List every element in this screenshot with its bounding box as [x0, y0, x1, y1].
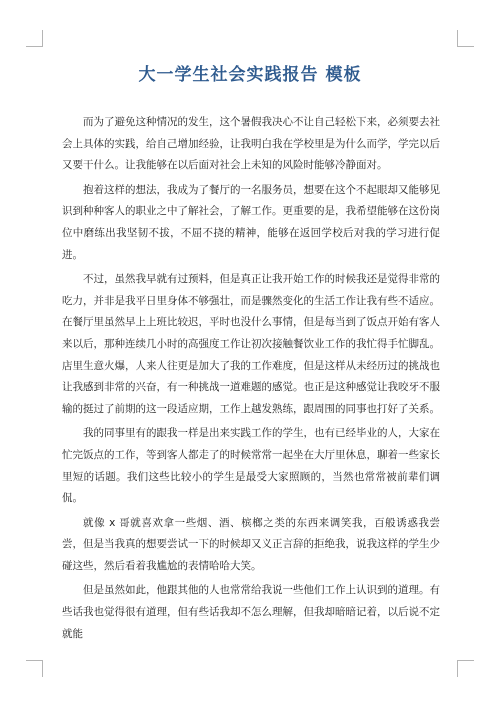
paragraph: 但是虽然如此，他跟其他的人也常常给我说一些他们工作上认识到的道理。有些话我也觉得很有道理，但有些话我却不怎么理解，但我却暗暗记着，以后说不定就能 [62, 584, 440, 640]
document-title: 大一学生社会实践报告 模板 [138, 65, 362, 85]
document-body [62, 112, 440, 648]
crop-mark-bottom-right [457, 660, 474, 677]
crop-mark-top-right [457, 30, 474, 47]
paragraph: 我的同事里有的跟我一样是出来实践工作的学生，也有已经毕业的人，大家在忙完饭点的工作，等到客人都走了的时候常常一起坐在大厅里休息，聊着一些家长里短的话题。我们这些比较小的学生是最受大家照顾的，当然也常常被前辈们调侃。 [62, 427, 440, 505]
paragraph: 不过，虽然我早就有过预料，但是真正让我开始工作的时候我还是觉得非常的吃力，并非是我平日里身体不够强壮，而是骤然变化的生活工作让我有些不适应。在餐厅里虽然早上上班比较迟，平时也没什么事情，但是每当到了饭点开始有客人来以后，那种连续几小时的高强度工作让初次接触餐饮业工作的我忙得手忙脚乱。店里生意火爆，人来人往更是加大了我的工作难度，但是这样从未经历过的挑战也让我感到非常的兴奋，有一种挑战一道难题的感觉。也正是这种感觉让我咬牙不服输的挺过了前期的这一段适应期，工作上越发熟练，跟周围的同事也打好了关系。 [62, 273, 440, 415]
crop-mark-top-left [26, 30, 43, 47]
crop-mark-bottom-left [26, 660, 43, 677]
paragraph: 而为了避免这种情况的发生，这个暑假我决心不让自己轻松下来，必须要去社会上具体的实践，给自己增加经验，让我明白我在学校里是为什么而学，学完以后又要干什么。让我能够在以后面对社会上未知的风险时能够冷静面对。 [62, 116, 440, 172]
paragraph: 就像 x 哥就喜欢拿一些烟、酒、槟榔之类的东西来调笑我，百般诱惑我尝尝，但是当我真的想要尝试一下的时候却又义正言辞的拒绝我，说我这样的学生少碰这些，然后看着我尴尬的表情哈哈大笑。 [62, 516, 440, 572]
paragraph: 抱着这样的想法，我成为了餐厅的一名服务员，想要在这个不起眼却又能够见识到种种客人的职业之中了解社会，了解工作。更重要的是，我希望能够在这份岗位中磨练出我坚韧不拔，不屈不挠的精神，能够在返回学校后对我的学习进行促进。 [62, 183, 440, 261]
